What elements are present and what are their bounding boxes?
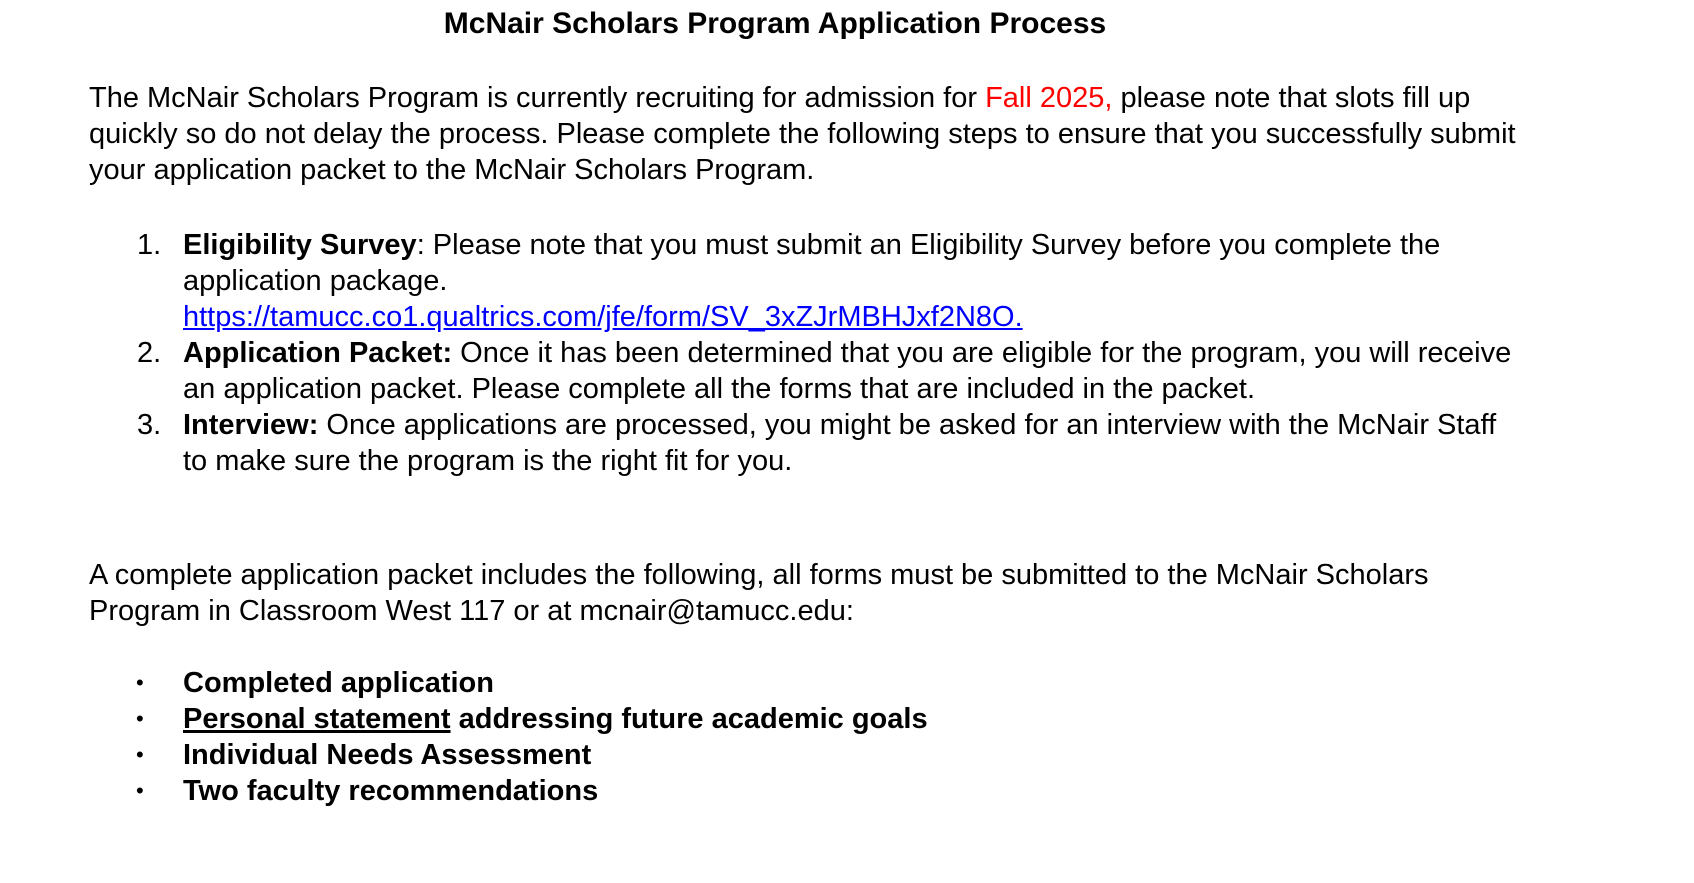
packet-item-completed-application [0,665,1600,701]
packet-item-text: Completed application [183,667,494,699]
bullet-icon: • [136,706,144,731]
eligibility-survey-link[interactable]: https://tamucc.co1.qualtrics.com/jfe/form/SV_3xZJrMBHJxf2N8O. [183,301,1023,333]
intro-text-continued: please note that slots fill up quickly so do not delay the process. Please complete the following steps to ensure that you successfully submit your application packet to the McNair Scholars Program. [89,82,1516,186]
intro-paragraph [89,80,1529,188]
step-eligibility-survey [0,227,1523,335]
packet-item-personal-statement [0,701,1600,737]
step-number: 1. [137,229,162,261]
step-label: Interview: [183,409,319,441]
step-text: Once it has been determined that you are eligible for the program, you will receive an application packet. Please complete all the forms that are included in the packet. [183,337,1512,405]
packet-item-text: Two faculty recommendations [183,775,599,807]
bullet-icon: • [136,670,144,695]
step-number: 3. [137,409,162,441]
step-number: 2. [137,337,162,369]
packet-item-needs-assessment [0,737,1600,773]
bullet-icon: • [136,742,144,767]
packet-item-text: addressing future academic goals [450,703,928,735]
step-text: Please note that you must submit an Eligibility Survey before you complete the application package. [183,229,1441,297]
intro-text: The McNair Scholars Program is currently recruiting for admission for [89,82,986,114]
application-steps-list [0,227,1600,479]
packet-items-list [0,665,1600,809]
packet-item-text: Individual Needs Assessment [183,739,592,771]
admission-term-highlight: Fall 2025, [985,82,1113,114]
step-application-packet [0,335,1523,407]
packet-item-faculty-recommendations [0,773,1600,809]
step-label: Application Packet: [183,337,453,369]
packet-item-underlined-text: Personal statement [183,703,451,735]
step-separator: : [416,229,425,261]
packet-intro-paragraph: A complete application packet includes the following, all forms must be submitted to the McNair Scholars Program in Classroom West 117 or at mcnair@tamucc.edu: [89,559,1429,627]
step-interview [0,407,1523,479]
step-label: Eligibility Survey [183,229,417,261]
page-title: McNair Scholars Program Application Process [443,7,1107,40]
step-text: Once applications are processed, you might be asked for an interview with the McNair Staff to make sure the program is the right fit for you. [183,409,1497,477]
bullet-icon: • [136,778,144,803]
